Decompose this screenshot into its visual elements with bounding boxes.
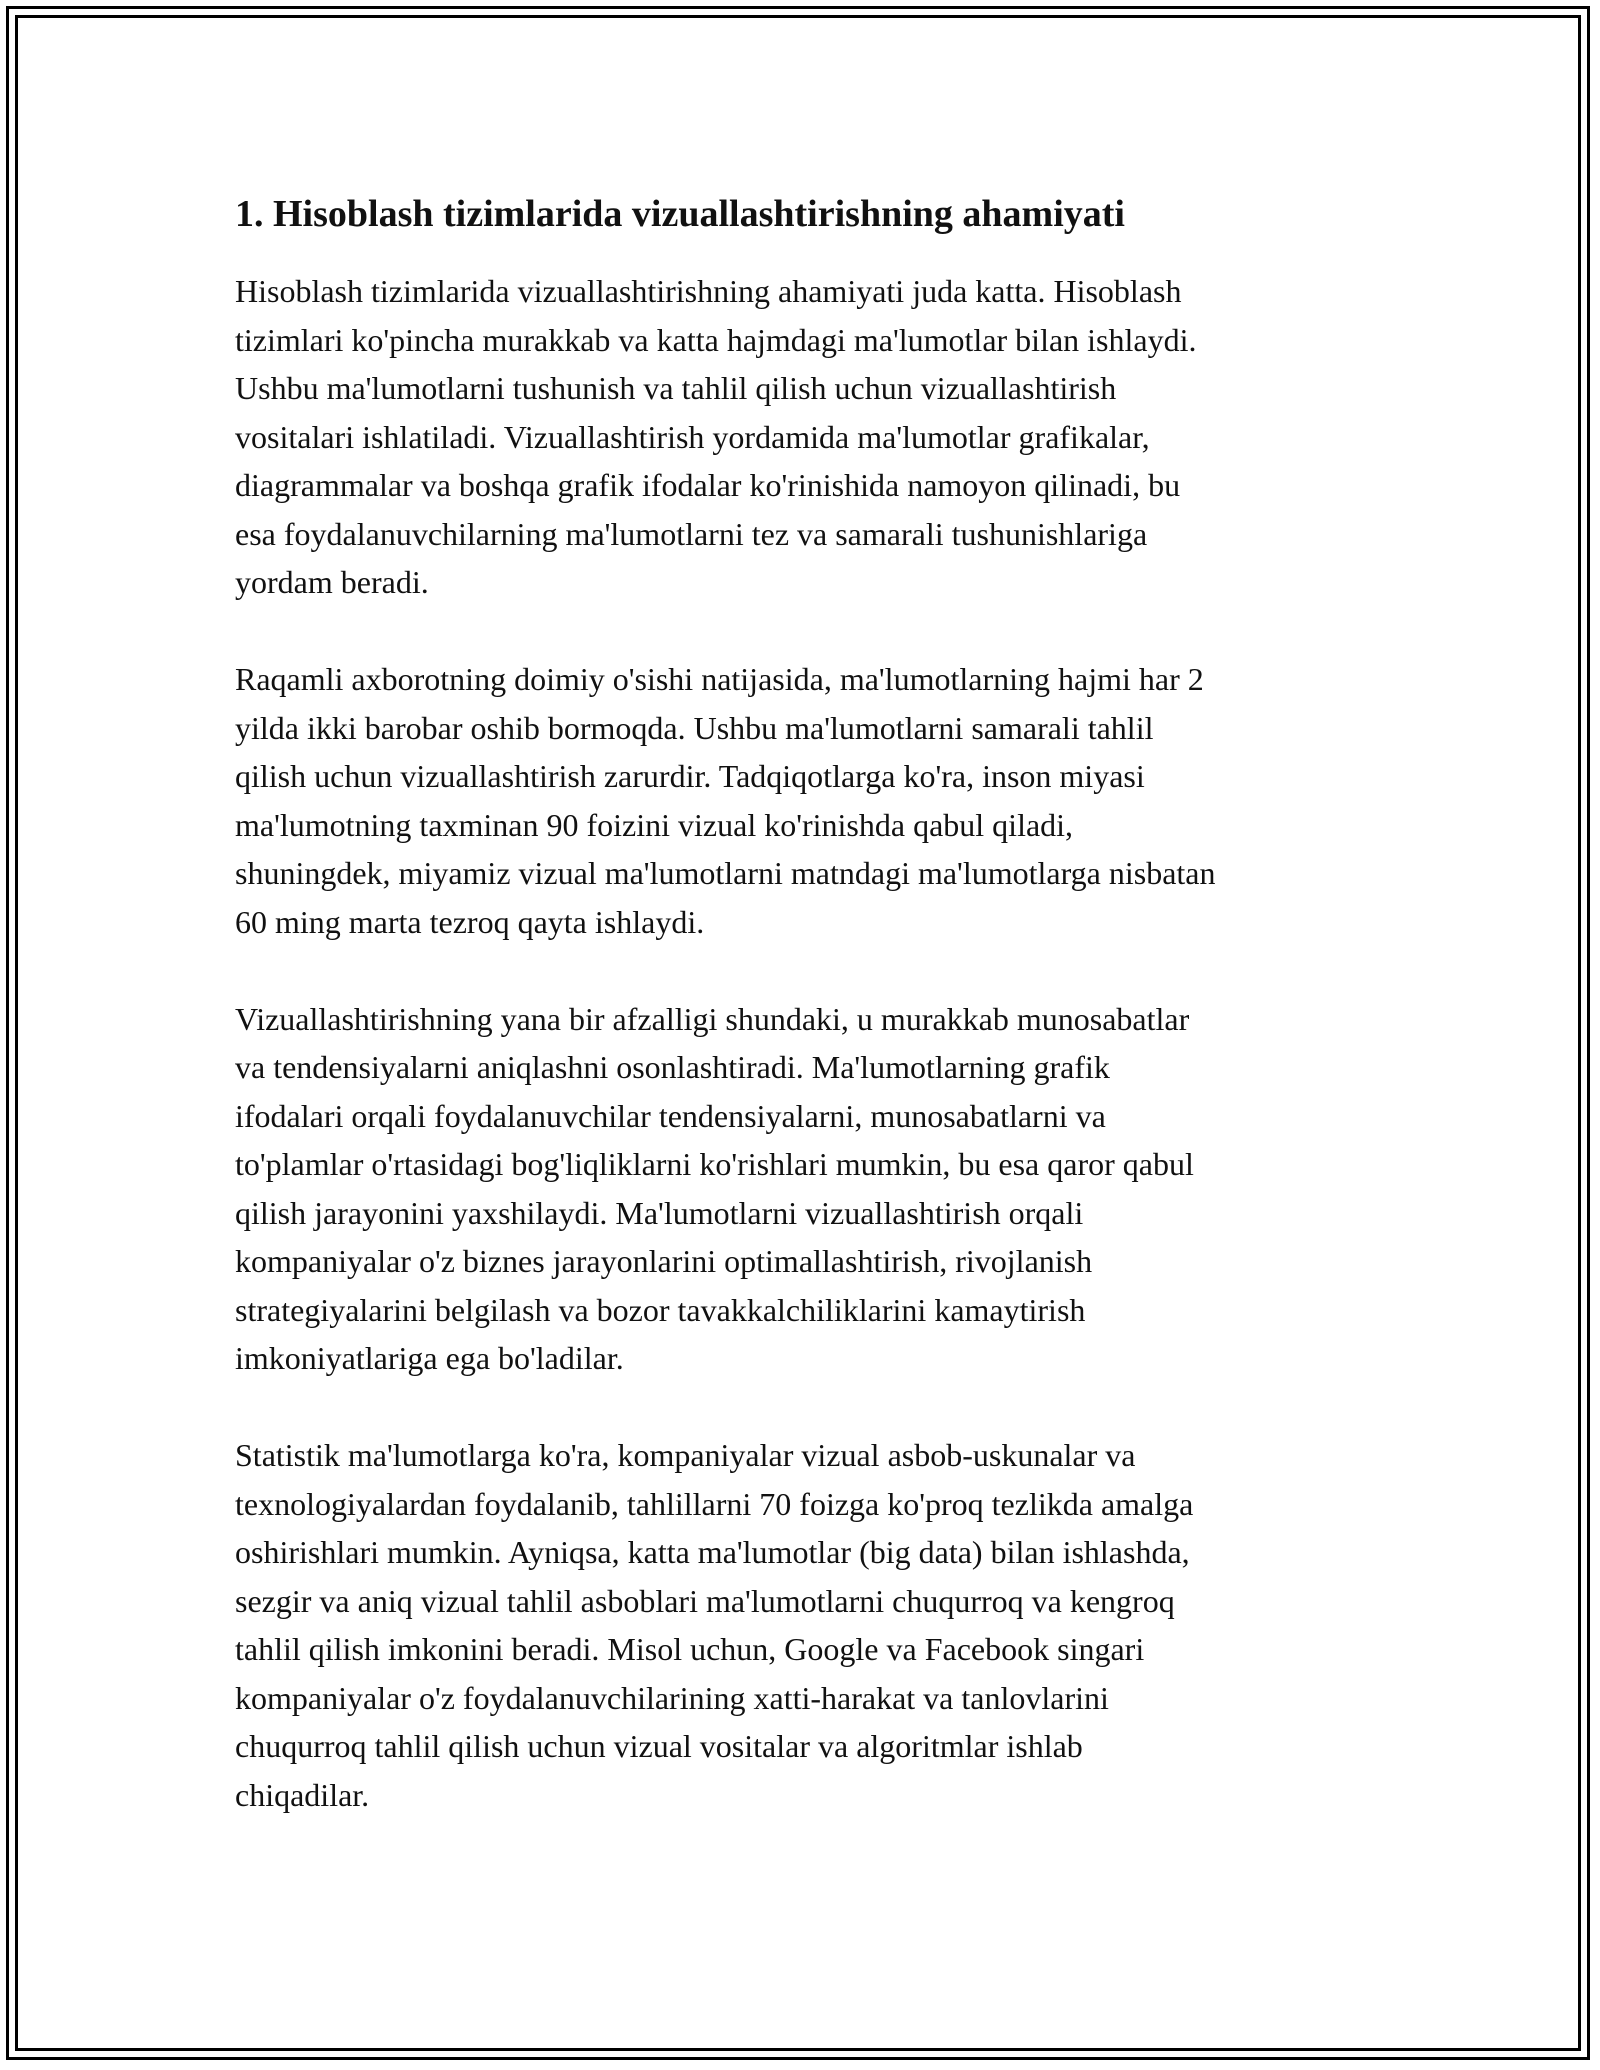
paragraph-line: to'plamlar o'rtasidagi bog'liqliklarni ko'rishlari mumkin, bu esa qaror qabul (235, 1146, 1194, 1182)
paragraph-line: esa foydalanuvchilarning ma'lumotlarni tez va samarali tushunishlariga (235, 515, 1148, 552)
paragraph-line: kompaniyalar o'z foydalanuvchilarining xatti-harakat va tanlovlarini (235, 1679, 1109, 1716)
paragraph-line: shuningdek, miyamiz vizual ma'lumotlarni matndagi ma'lumotlarga nisbatan (235, 855, 1216, 891)
paragraph (235, 267, 1375, 607)
paragraph-line: Raqamli axborotning doimiy o'sishi natijasida, ma'lumotlarning hajmi har 2 (235, 661, 1204, 697)
paragraph-line: diagrammalar va boshqa grafik ifodalar ko'rinishida namoyon qilinadi, bu (235, 467, 1181, 503)
paragraph-line: va tendensiyalarni aniqlashni osonlashtiradi. Ma'lumotlarning grafik (235, 1049, 1110, 1085)
paragraph-line: tahlil qilish imkonini beradi. Misol uchun, Google va Facebook singari (235, 1631, 1145, 1667)
paragraph-line: Hisoblash tizimlarida vizuallashtirishning ahamiyati juda katta. Hisoblash (235, 273, 1182, 309)
paragraph-line: yilda ikki barobar oshib bormoqda. Ushbu ma'lumotlarni samarali tahlil (235, 709, 1154, 746)
paragraph-line: qilish jarayonini yaxshilaydi. Ma'lumotlarni vizuallashtirish orqali (235, 1194, 1084, 1231)
paragraph-line: qilish uchun vizuallashtirish zarurdir. Tadqiqotlarga ko'ra, inson miyasi (235, 758, 1145, 794)
paragraph (235, 995, 1375, 1383)
paragraph-line: sezgir va aniq vizual tahlil asboblari ma'lumotlarni chuqurroq va kengroq (235, 1582, 1175, 1619)
paragraph-line: Statistik ma'lumotlarga ko'ra, kompaniyalar vizual asbob-uskunalar va (235, 1437, 1136, 1473)
paragraph-line: ifodalari orqali foydalanuvchilar tendensiyalarni, munosabatlarni va (235, 1097, 1106, 1134)
paragraph-line: 60 ming marta tezroq qayta ishlaydi. (235, 903, 705, 940)
paragraph (235, 655, 1375, 946)
section-heading: 1. Hisoblash tizimlarida vizuallashtirishning ahamiyati (235, 193, 1125, 235)
paragraph-line: chiqadilar. (235, 1776, 370, 1813)
paragraph-line: vositalari ishlatiladi. Vizuallashtirish yordamida ma'lumotlar grafikalar, (235, 418, 1150, 455)
document-body (235, 185, 1375, 1868)
paragraph-line: yordam beradi. (235, 564, 429, 600)
paragraph-line: oshirishlari mumkin. Ayniqsa, katta ma'lumotlar (big data) bilan ishlashda, (235, 1534, 1190, 1570)
paragraph-list (235, 267, 1375, 1819)
paragraph-line: Vizuallashtirishning yana bir afzalligi shundaki, u murakkab munosabatlar (235, 1000, 1190, 1037)
paragraph-line: imkoniyatlariga ega bo'ladilar. (235, 1340, 624, 1376)
paragraph-line: tizimlari ko'pincha murakkab va katta hajmdagi ma'lumotlar bilan ishlaydi. (235, 321, 1197, 358)
paragraph-line: strategiyalarini belgilash va bozor tavakkalchiliklarini kamaytirish (235, 1291, 1086, 1328)
paragraph (235, 1431, 1375, 1819)
paragraph-line: chuqurroq tahlil qilish uchun vizual vositalar va algoritmlar ishlab (235, 1728, 1083, 1764)
paragraph-line: texnologiyalardan foydalanib, tahlillarni 70 foizga ko'proq tezlikda amalga (235, 1485, 1194, 1522)
paragraph-line: kompaniyalar o'z biznes jarayonlarini optimallashtirish, rivojlanish (235, 1243, 1093, 1279)
paragraph-line: ma'lumotning taxminan 90 foizini vizual ko'rinishda qabul qiladi, (235, 806, 1074, 843)
paragraph-line: Ushbu ma'lumotlarni tushunish va tahlil qilish uchun vizuallashtirish (235, 370, 1117, 406)
